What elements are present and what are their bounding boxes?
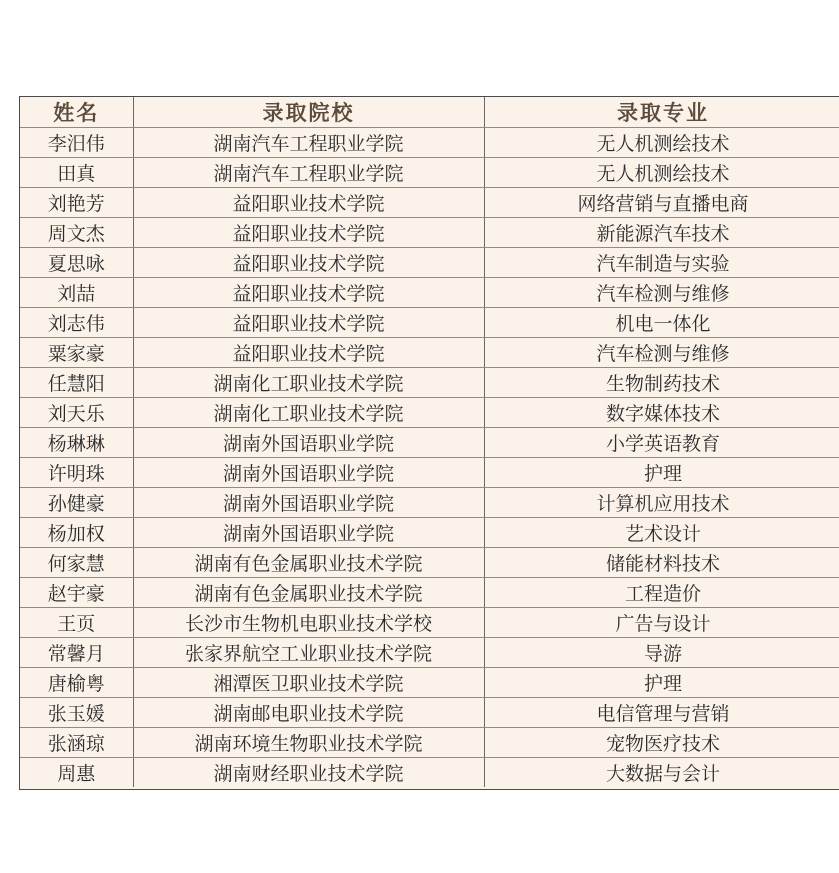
table-row — [20, 488, 839, 518]
table-row — [20, 338, 839, 368]
admission-table — [20, 97, 839, 787]
school-cell: 益阳职业技术学院 — [133, 308, 484, 338]
school-cell: 湖南邮电职业技术学院 — [133, 698, 484, 728]
student-name-cell: 何家慧 — [20, 548, 133, 578]
school-cell: 益阳职业技术学院 — [133, 248, 484, 278]
student-name-cell: 许明珠 — [20, 458, 133, 488]
student-name-cell: 周文杰 — [20, 218, 133, 248]
school-cell: 湖南化工职业技术学院 — [133, 398, 484, 428]
table-row — [20, 668, 839, 698]
school-cell: 湖南化工职业技术学院 — [133, 368, 484, 398]
school-cell: 湖南外国语职业学院 — [133, 518, 484, 548]
student-name-cell: 刘志伟 — [20, 308, 133, 338]
table-row — [20, 548, 839, 578]
major-cell: 艺术设计 — [484, 518, 839, 548]
table-row — [20, 188, 839, 218]
table-row — [20, 458, 839, 488]
student-name-cell: 赵宇豪 — [20, 578, 133, 608]
major-cell: 计算机应用技术 — [484, 488, 839, 518]
student-name-cell: 杨加权 — [20, 518, 133, 548]
table-row — [20, 128, 839, 158]
major-cell: 机电一体化 — [484, 308, 839, 338]
table-row — [20, 608, 839, 638]
student-name-cell: 张玉媛 — [20, 698, 133, 728]
major-cell: 数字媒体技术 — [484, 398, 839, 428]
school-cell: 益阳职业技术学院 — [133, 278, 484, 308]
major-cell: 宠物医疗技术 — [484, 728, 839, 758]
table-row — [20, 158, 839, 188]
table-row — [20, 758, 839, 788]
table-header-row — [20, 97, 839, 128]
school-cell: 湖南有色金属职业技术学院 — [133, 578, 484, 608]
major-cell: 汽车制造与实验 — [484, 248, 839, 278]
major-cell: 护理 — [484, 458, 839, 488]
school-cell: 益阳职业技术学院 — [133, 338, 484, 368]
school-cell: 湖南外国语职业学院 — [133, 428, 484, 458]
major-cell: 储能材料技术 — [484, 548, 839, 578]
table-row — [20, 428, 839, 458]
table-row — [20, 518, 839, 548]
table-body — [20, 128, 839, 788]
major-cell: 无人机测绘技术 — [484, 158, 839, 188]
table-row — [20, 218, 839, 248]
major-cell: 无人机测绘技术 — [484, 128, 839, 158]
table-row — [20, 698, 839, 728]
major-cell: 广告与设计 — [484, 608, 839, 638]
table-row — [20, 248, 839, 278]
school-cell: 湖南外国语职业学院 — [133, 488, 484, 518]
major-cell: 小学英语教育 — [484, 428, 839, 458]
school-cell: 湖南环境生物职业技术学院 — [133, 728, 484, 758]
table-row — [20, 368, 839, 398]
major-cell: 汽车检测与维修 — [484, 278, 839, 308]
school-cell: 湖南有色金属职业技术学院 — [133, 548, 484, 578]
table-row — [20, 728, 839, 758]
student-name-cell: 刘喆 — [20, 278, 133, 308]
table-row — [20, 578, 839, 608]
student-name-cell: 唐榆粤 — [20, 668, 133, 698]
major-cell: 汽车检测与维修 — [484, 338, 839, 368]
student-name-cell: 张涵琼 — [20, 728, 133, 758]
major-cell: 网络营销与直播电商 — [484, 188, 839, 218]
school-cell: 益阳职业技术学院 — [133, 188, 484, 218]
school-cell: 湖南汽车工程职业学院 — [133, 128, 484, 158]
student-name-cell: 王页 — [20, 608, 133, 638]
student-name-cell: 孙健豪 — [20, 488, 133, 518]
table-row — [20, 638, 839, 668]
admission-table-sheet — [19, 96, 839, 790]
major-cell: 生物制药技术 — [484, 368, 839, 398]
student-name-cell: 粟家豪 — [20, 338, 133, 368]
student-name-cell: 周惠 — [20, 758, 133, 788]
student-name-cell: 任慧阳 — [20, 368, 133, 398]
major-cell: 工程造价 — [484, 578, 839, 608]
student-name-cell: 杨琳琳 — [20, 428, 133, 458]
school-cell: 湖南汽车工程职业学院 — [133, 158, 484, 188]
table-row — [20, 308, 839, 338]
major-cell: 大数据与会计 — [484, 758, 839, 788]
school-cell: 湖南财经职业技术学院 — [133, 758, 484, 788]
header-major: 录取专业 — [484, 97, 839, 128]
student-name-cell: 夏思咏 — [20, 248, 133, 278]
major-cell: 电信管理与营销 — [484, 698, 839, 728]
school-cell: 张家界航空工业职业技术学院 — [133, 638, 484, 668]
major-cell: 导游 — [484, 638, 839, 668]
student-name-cell: 李汨伟 — [20, 128, 133, 158]
school-cell: 长沙市生物机电职业技术学校 — [133, 608, 484, 638]
table-row — [20, 278, 839, 308]
student-name-cell: 刘天乐 — [20, 398, 133, 428]
school-cell: 湖南外国语职业学院 — [133, 458, 484, 488]
table-row — [20, 398, 839, 428]
student-name-cell: 常馨月 — [20, 638, 133, 668]
major-cell: 新能源汽车技术 — [484, 218, 839, 248]
school-cell: 湘潭医卫职业技术学院 — [133, 668, 484, 698]
school-cell: 益阳职业技术学院 — [133, 218, 484, 248]
student-name-cell: 刘艳芳 — [20, 188, 133, 218]
major-cell: 护理 — [484, 668, 839, 698]
student-name-cell: 田真 — [20, 158, 133, 188]
header-school: 录取院校 — [133, 97, 484, 128]
header-name: 姓名 — [20, 97, 133, 128]
